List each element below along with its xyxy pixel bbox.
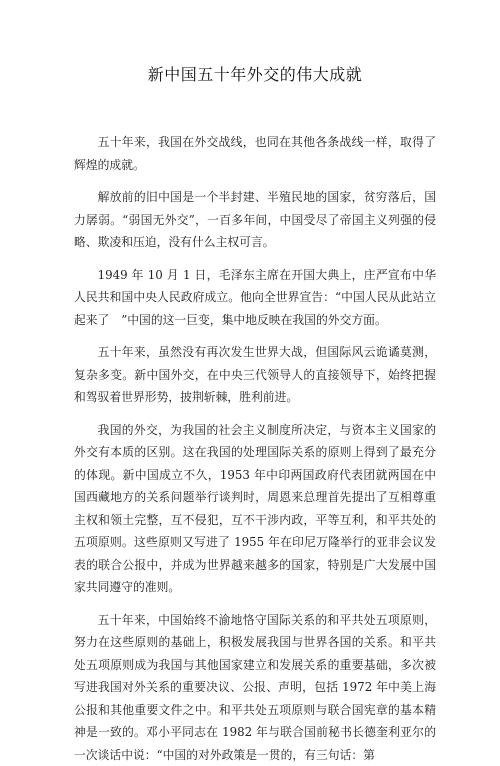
paragraph-3: 1949 年 10 月 1 日，毛泽东主席在开国大典上，庄严宣布中华人民共和国中央人民政府成立。他向全世界宣告：“中国人民从此站立起来了 ”中国的这一巨变，集中地反映在我国的外交方面。 [74,264,436,332]
paragraph-4: 五十年来，虽然没有再次发生世界大战，但国际风云诡谲莫测，复杂多变。新中国外交，在中央三代领导人的直接领导下，始终把握和驾驭着世界形势，披荆斩棘，胜利前进。 [74,341,436,409]
paragraph-6: 五十年来，中国始终不渝地恪守国际关系的和平共处五项原则，努力在这些原则的基础上，积极发展我国与世界各国的关系。和平共处五项原则成为我国与其他国家建立和发展关系的重要基础，多次被写进我国对外关系的重要决议、公报、声明，包括 1972 年中美上海公报和其他重要文件之中。和平共处五项原则与联合国宪章的基本精神是一致的。邓小平同志在 1982 年与联合国前秘书长德奎利亚尔的一次谈话中说：“中国的对外政策是一贯的，有三句话：第 [74,609,436,766]
paragraph-2: 解放前的旧中国是一个半封建、半殖民地的国家，贫穷落后，国力孱弱。“弱国无外交”，一百多年间，中国受尽了帝国主义列强的侵略、欺凌和压迫，没有什么主权可言。 [74,186,436,254]
paragraph-5: 我国的外交，为我国的社会主义制度所决定，与资本主义国家的外交有本质的区别。这在我国的处理国际关系的原则上得到了最充分的体现。新中国成立不久，1953 年中印两国政府代表团就两国在中国西藏地方的关系问题举行谈判时，周恩来总理首先提出了互相尊重主权和领土完整，互不侵犯，互不干涉内政，平等互利，和平共处的五项原则。这些原则又写进了 1955 年在印尼万隆举行的亚非会议发表的联合公报中，并成为世界越来越多的国家，特别是广大发展中国家共同遵守的准则。 [74,419,436,599]
paragraph-1: 五十年来，我国在外交战线，也同在其他各条战线一样，取得了辉煌的成就。 [74,131,436,176]
document-title: 新中国五十年外交的伟大成就 [74,62,436,85]
